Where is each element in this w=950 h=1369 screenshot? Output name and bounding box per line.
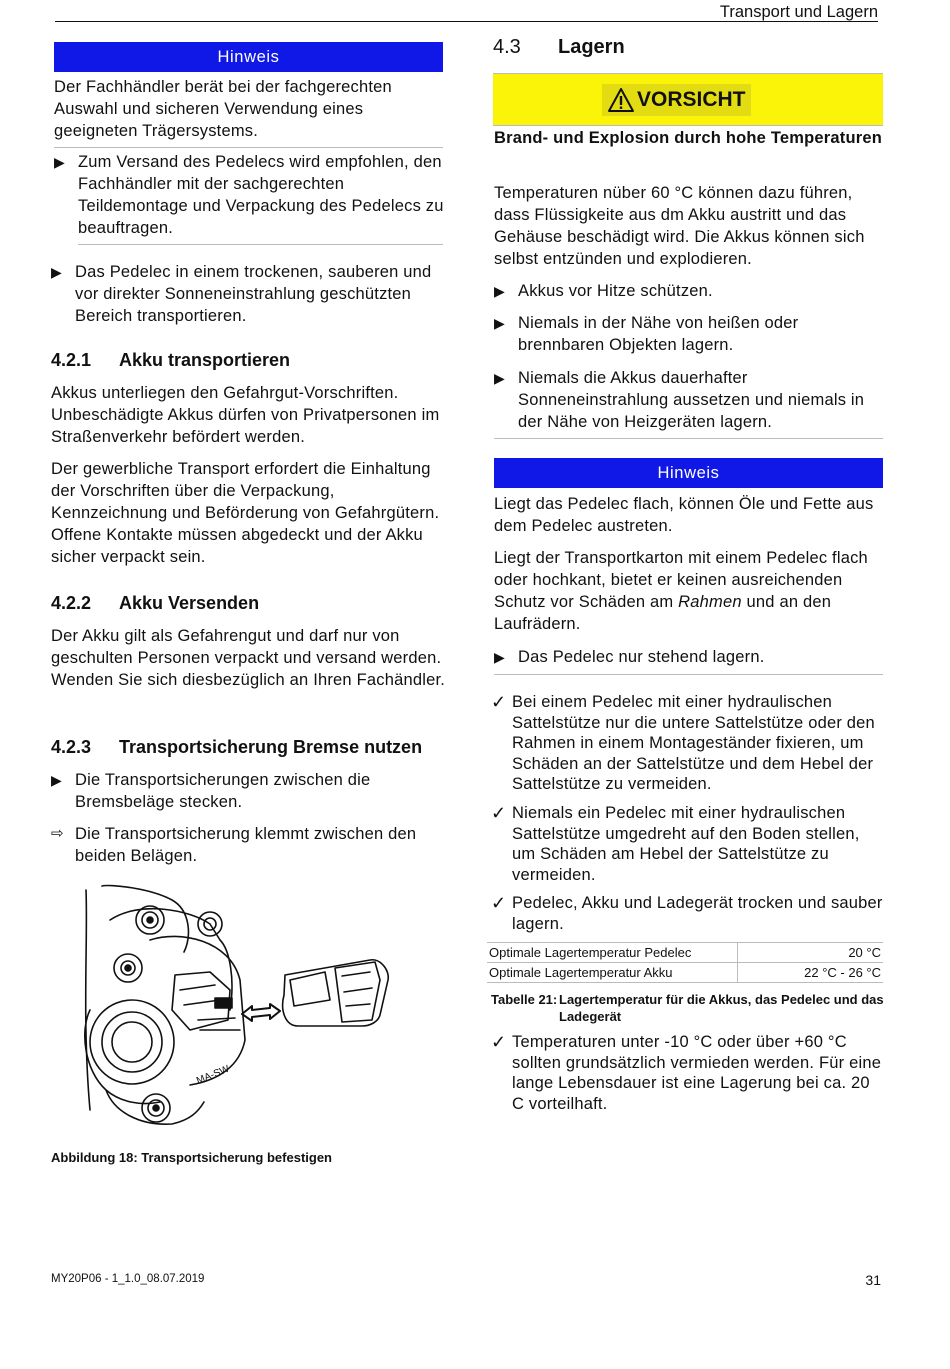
check-item: ✓ Temperaturen unter -10 °C oder über +60 °C sollten grundsätzlich vermieden werden. Für eine lange Lebensdauer ist eine Lagerung bei ca. 20 C vorteilhaft.: [491, 1032, 882, 1113]
divider: [494, 438, 883, 439]
table-row: Optimale Lagertemperatur Pedelec 20 °C: [487, 943, 883, 963]
section-heading-4-2-2: 4.2.2 Akku Versenden: [51, 593, 260, 613]
section-heading-4-2-1: 4.2.1 Akku transportieren: [51, 350, 291, 370]
triangle-bullet-icon: ▶: [54, 154, 65, 170]
checkmark-icon: ✓: [491, 803, 507, 823]
hinweis-text: Der Fachhändler berät bei der fachgerechten Auswahl und sicheren Verwendung eines geeigneten Trägersystems.: [54, 78, 392, 140]
warning-heading: Brand- und Explosion durch hohe Temperaturen: [494, 129, 883, 147]
check-item: ✓ Pedelec, Akku und Ladegerät trocken und sauber lagern.: [491, 893, 883, 933]
list-item: ▶ Das Pedelec in einem trockenen, sauberen und vor direkter Sonneneinstrahlung geschützten Bereich transportieren.: [51, 263, 432, 325]
triangle-bullet-icon: ▶: [494, 283, 505, 299]
paragraph: Der gewerbliche Transport erfordert die Einhaltung der Vorschriften über die Verpackung, Kennzeichnung und Beförderung von Gefahrgütern. Offene Kontakte müssen abgedeckt und der Akku sicher verpackt sein.: [51, 460, 440, 566]
triangle-bullet-icon: ▶: [494, 370, 505, 386]
temperature-table: [487, 942, 883, 983]
check-item: ✓ Niemals ein Pedelec mit einer hydraulischen Sattelstütze umgedreht auf den Boden stellen, um Schäden am Hebel der Sattelstütze zu vermeiden.: [491, 803, 860, 884]
checkmark-icon: ✓: [491, 893, 507, 913]
divider: [494, 674, 883, 675]
page-number: 31: [865, 1272, 881, 1288]
document-id: MY20P06 - 1_1.0_08.07.2019: [51, 1273, 205, 1285]
hinweis-text: Liegt der Transportkarton mit einem Pedelec flach oder hochkant, bietet er keinen ausreichenden Schutz vor Schäden am Rahmen und an den Laufrädern.: [494, 549, 868, 633]
hinweis-text: Liegt das Pedelec flach, können Öle und Fette aus dem Pedelec austreten.: [494, 495, 874, 535]
list-item: ▶ Niemals die Akkus dauerhafter Sonneneinstrahlung aussetzen und niemals in der Nähe von Heizgeräten lagern.: [494, 369, 865, 431]
triangle-bullet-icon: ▶: [51, 772, 62, 788]
checkmark-icon: ✓: [491, 692, 507, 712]
paragraph: Der Akku gilt als Gefahrengut und darf nur von geschulten Personen verpackt und versand werden. Wenden Sie sich diesbezüglich an Ihren Fachändler.: [51, 627, 446, 689]
running-header: Transport und Lagern: [719, 3, 878, 21]
figure-caption: Abbildung 18: Transportsicherung befestigen: [51, 1150, 332, 1165]
list-item: ▶ Das Pedelec nur stehend lagern.: [494, 648, 765, 666]
result-arrow-icon: ⇨: [51, 825, 64, 842]
list-item: ▶ Zum Versand des Pedelecs wird empfohlen, den Fachhändler mit der sachgerechten Teildemontage und Verpackung des Pedelecs zu beauftragen.: [54, 153, 444, 237]
brake-model-label: MA-SW: [195, 1063, 232, 1087]
divider: [54, 147, 443, 148]
triangle-bullet-icon: ▶: [51, 264, 62, 280]
list-item: ⇨ Die Transportsicherung klemmt zwischen den beiden Belägen.: [51, 825, 417, 865]
list-item: ▶ Die Transportsicherungen zwischen die Bremsbeläge stecken.: [51, 771, 371, 811]
divider: [78, 244, 443, 245]
caution-banner: [493, 73, 883, 126]
checkmark-icon: ✓: [491, 1032, 507, 1052]
section-heading-4-3: 4.3 Lagern: [493, 36, 625, 58]
hinweis-banner: Hinweis: [494, 458, 883, 488]
warning-text: Temperaturen nüber 60 °C können dazu führen, dass Flüssigkeite aus dm Akku austritt und das Gehäuse beschädigt wird. Die Akkus können sich selbst entzünden und explodieren.: [494, 184, 865, 268]
section-heading-4-2-3: 4.2.3 Transportsicherung Bremse nutzen: [51, 737, 423, 757]
hinweis-banner: Hinweis: [54, 42, 443, 72]
header-rule: [55, 21, 878, 22]
list-item: ▶ Akkus vor Hitze schützen.: [494, 282, 713, 300]
table-caption: Tabelle 21: Lagertemperatur für die Akkus, das Pedelec und das Ladegerät: [491, 992, 884, 1024]
triangle-bullet-icon: ▶: [494, 315, 505, 331]
brake-caliper-illustration: [80, 880, 410, 1130]
list-item: ▶ Niemals in der Nähe von heißen oder brennbaren Objekten lagern.: [494, 314, 799, 354]
table-row: Optimale Lagertemperatur Akku 22 °C - 26 °C: [487, 963, 883, 983]
check-item: ✓ Bei einem Pedelec mit einer hydraulischen Sattelstütze nur die untere Sattelstütze oder den Rahmen in einem Montageständer fixieren, um Schäden an der Sattelstütze und dem Hebel der Sattelstütze zu vermeiden.: [491, 692, 875, 793]
paragraph: Akkus unterliegen den Gefahrgut-Vorschriften. Unbeschädigte Akkus dürfen von Privatpersonen im Straßenverkehr befördert werden.: [51, 384, 440, 446]
warning-triangle-icon: [607, 87, 635, 113]
caution-label-box: VORSICHT: [602, 84, 751, 116]
triangle-bullet-icon: ▶: [494, 649, 505, 665]
